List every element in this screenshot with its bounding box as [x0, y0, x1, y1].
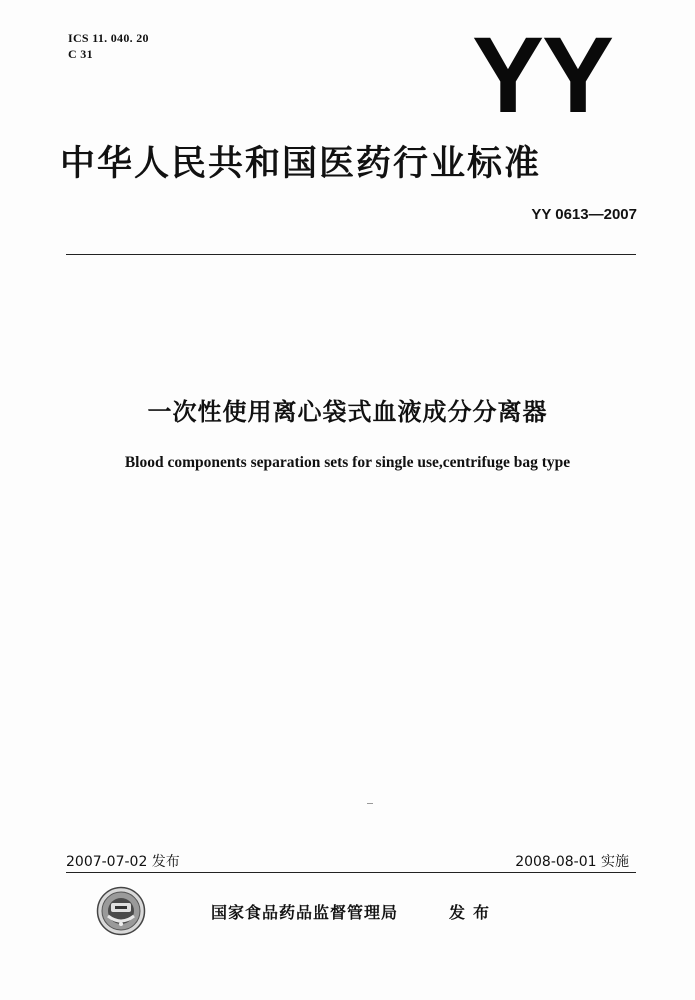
bottom-divider [66, 872, 636, 873]
scan-speck [367, 803, 373, 804]
top-divider [66, 254, 636, 255]
standard-code: YY 0613—2007 [531, 206, 637, 223]
official-seal-icon [96, 886, 146, 936]
standard-name: 中华人民共和国医药行业标准 [60, 144, 542, 184]
document-title-english: Blood components separation sets for single use,centrifuge bag type [124, 454, 571, 471]
publish-date: 2007-07-02 发布 [66, 854, 180, 870]
ccs-code: C 31 [68, 47, 93, 61]
yy-logo-icon [462, 26, 622, 126]
effective-date: 2008-08-01 实施 [515, 854, 629, 870]
yy-logo-text: YY [471, 26, 613, 126]
ics-code: ICS 11. 040. 20 [68, 31, 149, 45]
classification-codes [68, 30, 149, 62]
issue-label: 发布 [449, 903, 498, 922]
issuing-authority: 国家食品药品监督管理局 [211, 903, 399, 922]
document-title-chinese: 一次性使用离心袋式血液成分分离器 [147, 398, 548, 426]
